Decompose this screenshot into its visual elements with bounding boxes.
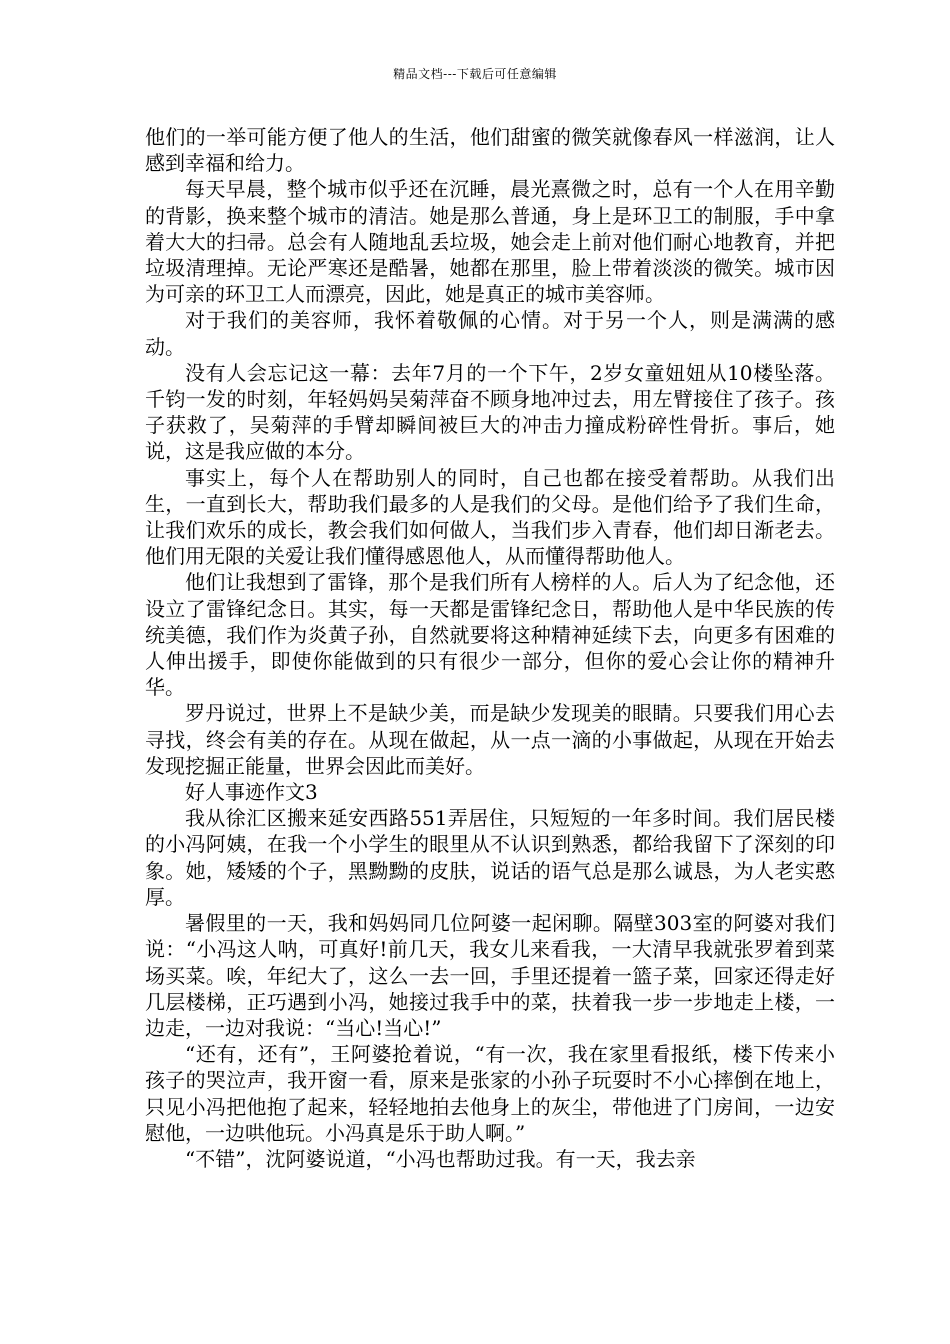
paragraph: “不错”，沈阿婆说道，“小冯也帮助过我。有一天，我去亲 <box>185 1146 696 1171</box>
paragraph: 我从徐汇区搬来延安西路551弄居住，只短短的一年多时间。我们居民楼的小冯阿姨，在我一个小学生的眼里从不认识到熟悉，都给我留下了深刻的印象。她，矮矮的个子，黑黝黝的皮肤，说话的语气总是那么诚恳，为人老实憨厚。 <box>145 806 835 909</box>
paragraph: 好人事迹作文3 <box>185 780 318 805</box>
page-header: 精品文档---下载后可任意编辑 <box>393 67 557 81</box>
paragraph: 事实上，每个人在帮助别人的同时，自己也都在接受着帮助。从我们出生，一直到长大，帮助我们最多的人是我们的父母。是他们给予了我们生命，让我们欢乐的成长，教会我们如何做人，当我们步入青春，他们却日渐老去。他们用无限的关爱让我们懂得感恩他人，从而懂得帮助他人。 <box>145 465 835 569</box>
paragraph: 暑假里的一天，我和妈妈同几位阿婆一起闲聊。隔壁303室的阿婆对我们说：“小冯这人呐，可真好!前几天，我女儿来看我，一大清早我就张罗着到菜场买菜。唉，年纪大了，这么一去一回，手里还提着一篮子菜，回家还得走好几层楼梯，正巧遇到小冯，她接过我手中的菜，扶着我一步一步地走上楼，一边走，一边对我说：“当心!当心!” <box>145 911 835 1040</box>
paragraph: 对于我们的美容师，我怀着敬佩的心情。对于另一个人，则是满满的感动。 <box>145 308 835 359</box>
paragraph: 他们的一举可能方便了他人的生活，他们甜蜜的微笑就像春风一样滋润，让人感到幸福和给力。 <box>145 125 835 176</box>
paragraph: “还有，还有”，王阿婆抢着说，“有一次，我在家里看报纸，楼下传来小孩子的哭泣声，我开窗一看，原来是张家的小孙子玩耍时不小心摔倒在地上，只见小冯把他抱了起来，轻轻地拍去他身上的灰尘，带他进了门房间，一边安慰他，一边哄他玩。小冯真是乐于助人啊。” <box>145 1042 835 1145</box>
paragraph: 他们让我想到了雷锋，那个是我们所有人榜样的人。后人为了纪念他，还设立了雷锋纪念日。其实，每一天都是雷锋纪念日，帮助他人是中华民族的传统美德，我们作为炎黄子孙，自然就要将这种精神延续下去，向更多有困难的人伸出援手，即使你能做到的只有很少一部分，但你的爱心会让你的精神升华。 <box>145 570 835 700</box>
paragraph: 没有人会忘记这一幕：去年7月的一个下午，2岁女童妞妞从10楼坠落。千钧一发的时刻，年轻妈妈吴菊萍奋不顾身地冲过去，用左臂接住了孩子。孩子获救了，吴菊萍的手臂却瞬间被巨大的冲击力撞成粉碎性骨折。事后，她说，这是我应做的本分。 <box>145 360 835 464</box>
paragraph: 罗丹说过，世界上不是缺少美，而是缺少发现美的眼睛。只要我们用心去寻找，终会有美的存在。从现在做起，从一点一滴的小事做起，从现在开始去发现挖掘正能量，世界会因此而美好。 <box>145 701 835 778</box>
document-body <box>145 124 835 1172</box>
paragraph: 每天早晨，整个城市似乎还在沉睡，晨光熹微之时，总有一个人在用辛勤的背影，换来整个城市的清洁。她是那么普通，身上是环卫工的制服，手中拿着大大的扫帚。总会有人随地乱丢垃圾，她会走上前对他们耐心地教育，并把垃圾清理掉。无论严寒还是酷暑，她都在那里，脸上带着淡淡的微笑。城市因为可亲的环卫工人而漂亮，因此，她是真正的城市美容师。 <box>145 177 835 307</box>
